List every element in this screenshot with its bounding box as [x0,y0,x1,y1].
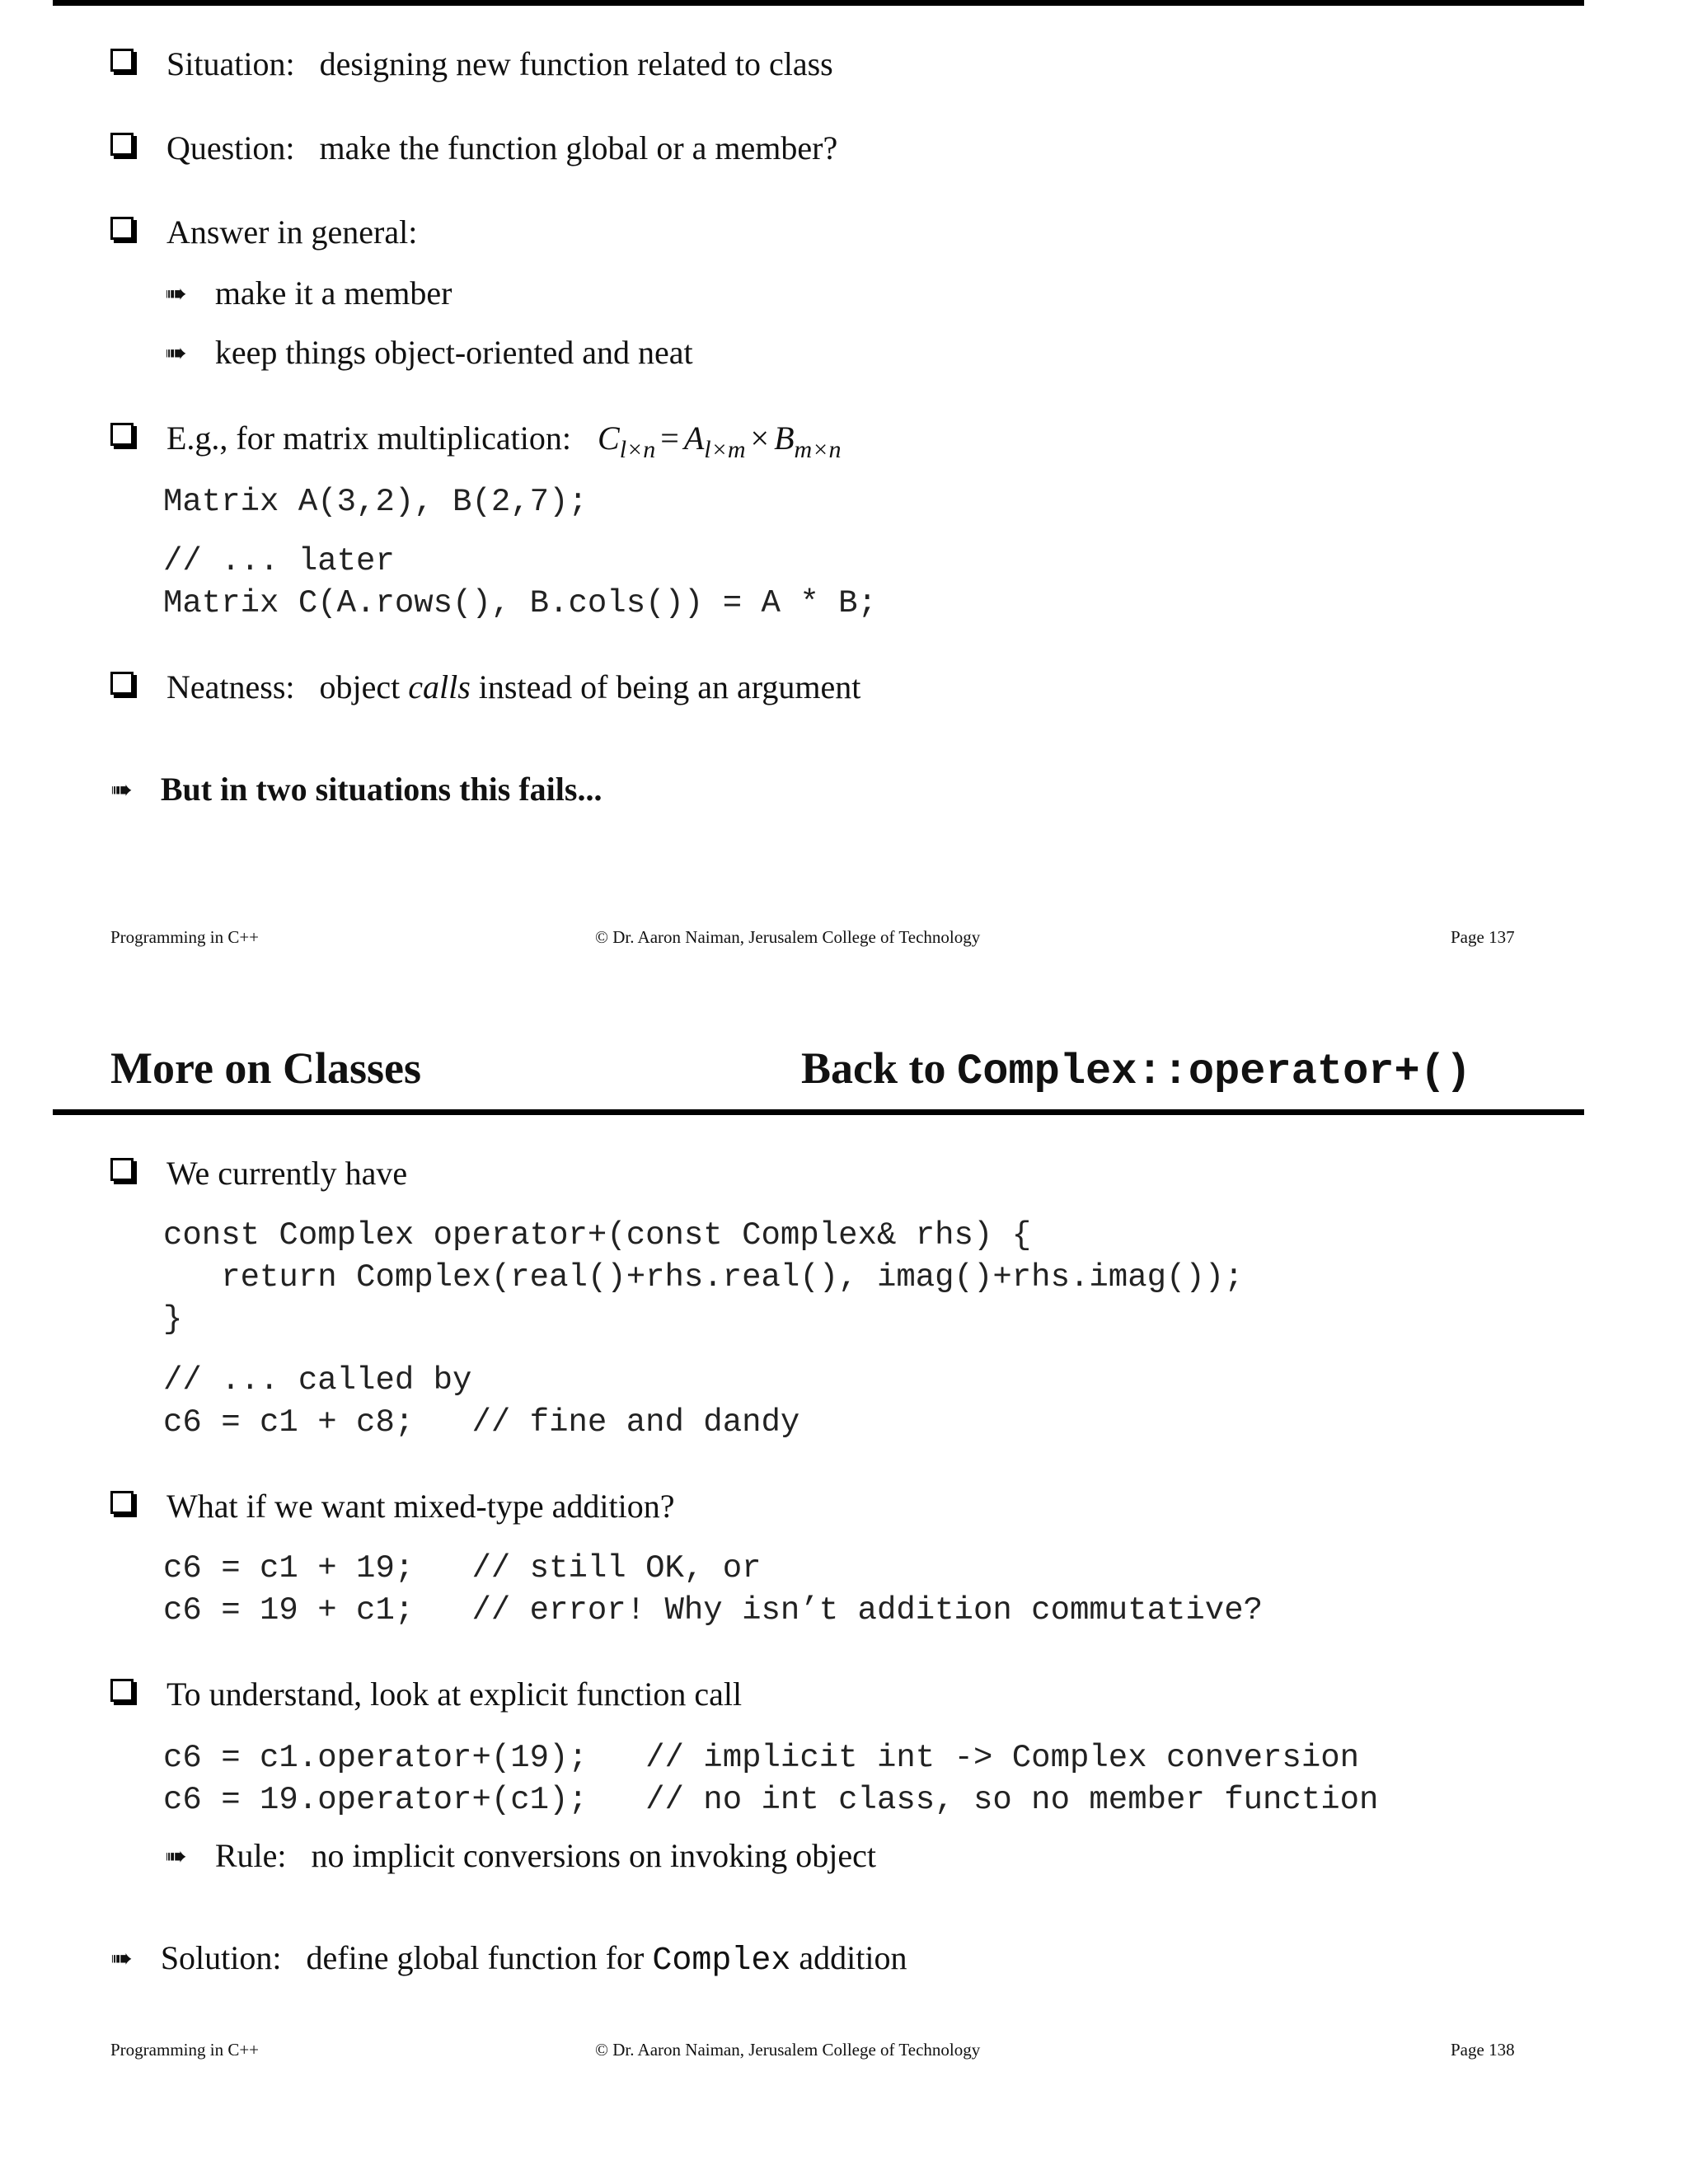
bullet-text-after: instead of being an argument [478,668,861,705]
formula-a: A [683,419,705,457]
bullet-text-emph: calls [408,668,471,705]
title-right-code: Complex::operator+() [957,1047,1472,1096]
title-right-text: Back to [801,1043,946,1093]
arrow-bullet-icon: ➠ [110,1943,133,1974]
bullet-code-complex: Complex [652,1943,791,1980]
checkbox-bullet-icon [110,217,134,240]
formula-eq: = [660,419,679,457]
formula-b: B [774,419,795,457]
title-rule [53,1109,1584,1115]
code-mixed-addition: c6 = c1 + 19; // still OK, or c6 = 19 + c1; // error! Why isn’t addition commutative? [163,1550,1264,1629]
bullet-solution [110,1938,907,1981]
bullet-answer [110,213,417,252]
arrow-bullet-icon: ➠ [165,278,187,309]
checkbox-bullet-icon [110,1679,134,1702]
bullet-label: Question: [166,129,295,166]
checkbox-bullet-icon [110,1491,134,1514]
arrow-bullet-icon: ➠ [165,1840,187,1872]
footer-page-number: Page 138 [1451,2040,1515,2060]
footer-left: Programming in C++ [110,927,260,947]
sub-bullet-text: make it a member [214,274,452,312]
bullet-text: What if we want mixed-type addition? [166,1488,675,1525]
sub-bullet-rule [165,1836,876,1877]
bullet-label: Solution: [160,1939,282,1976]
matrix-formula [598,419,841,470]
bullet-conclusion [110,770,602,811]
arrow-bullet-icon: ➠ [165,337,187,368]
bullet-situation [110,45,833,84]
bullet-label: Neatness: [166,668,295,705]
bullet-text: But in two situations this fails... [160,771,603,808]
slide-title-left: More on Classes [110,1043,421,1093]
top-rule [53,0,1584,6]
checkbox-bullet-icon [110,672,134,695]
bullet-understand [110,1675,742,1714]
bullet-mixed-type [110,1487,674,1526]
sub-bullet-neat [165,333,693,374]
footer-page-number: Page 137 [1451,927,1515,947]
arrow-bullet-icon: ➠ [110,774,133,805]
sub-bullet-label: Rule: [214,1837,287,1874]
bullet-text-before: define global function for [306,1939,645,1976]
sub-bullet-text: no implicit conversions on invoking object [311,1837,876,1874]
bullet-text: Answer in general: [166,213,418,251]
formula-a-sub: l×m [704,436,746,463]
bullet-text: E.g., for matrix multiplication: [166,419,572,457]
bullet-currently-have [110,1154,407,1193]
bullet-example [110,419,841,470]
slide-title-right [801,1042,1471,1099]
bullet-text: make the function global or a member? [319,129,838,166]
bullet-text: designing new function related to class [319,45,833,82]
bullet-label: Situation: [166,45,295,82]
checkbox-bullet-icon [110,49,134,72]
code-matrix-mult: // ... later Matrix C(A.rows(), B.cols()) = A * B; [163,543,877,621]
checkbox-bullet-icon [110,423,134,446]
formula-c-sub: l×n [619,436,656,463]
footer-left: Programming in C++ [110,2040,260,2060]
checkbox-bullet-icon [110,133,134,156]
code-matrix-decl: Matrix A(3,2), B(2,7); [163,484,588,520]
bullet-neatness [110,668,860,707]
checkbox-bullet-icon [110,1158,134,1181]
bullet-text-before: object [319,668,401,705]
bullet-question [110,129,837,168]
bullet-text: To understand, look at explicit function call [166,1675,743,1713]
bullet-text: We currently have [166,1155,408,1192]
code-operator-plus: const Complex operator+(const Complex& rhs) { return Complex(real()+rhs.real(), imag()+rhs.imag()); } [163,1217,1244,1338]
formula-b-sub: m×n [794,436,842,463]
footer-center: © Dr. Aaron Naiman, Jerusalem College of Technology [595,927,981,947]
sub-bullet-member [165,274,452,315]
bullet-text-after: addition [799,1939,907,1976]
sub-bullet-text: keep things object-oriented and neat [214,334,693,371]
formula-times: × [750,419,770,457]
footer-center: © Dr. Aaron Naiman, Jerusalem College of Technology [595,2040,981,2060]
code-explicit-call: c6 = c1.operator+(19); // implicit int -> Complex conversion c6 = 19.operator+(c1); // no int class, so no member function [163,1740,1379,1818]
formula-c: C [598,419,620,457]
code-called-by: // ... called by c6 = c1 + c8; // fine and dandy [163,1362,800,1441]
